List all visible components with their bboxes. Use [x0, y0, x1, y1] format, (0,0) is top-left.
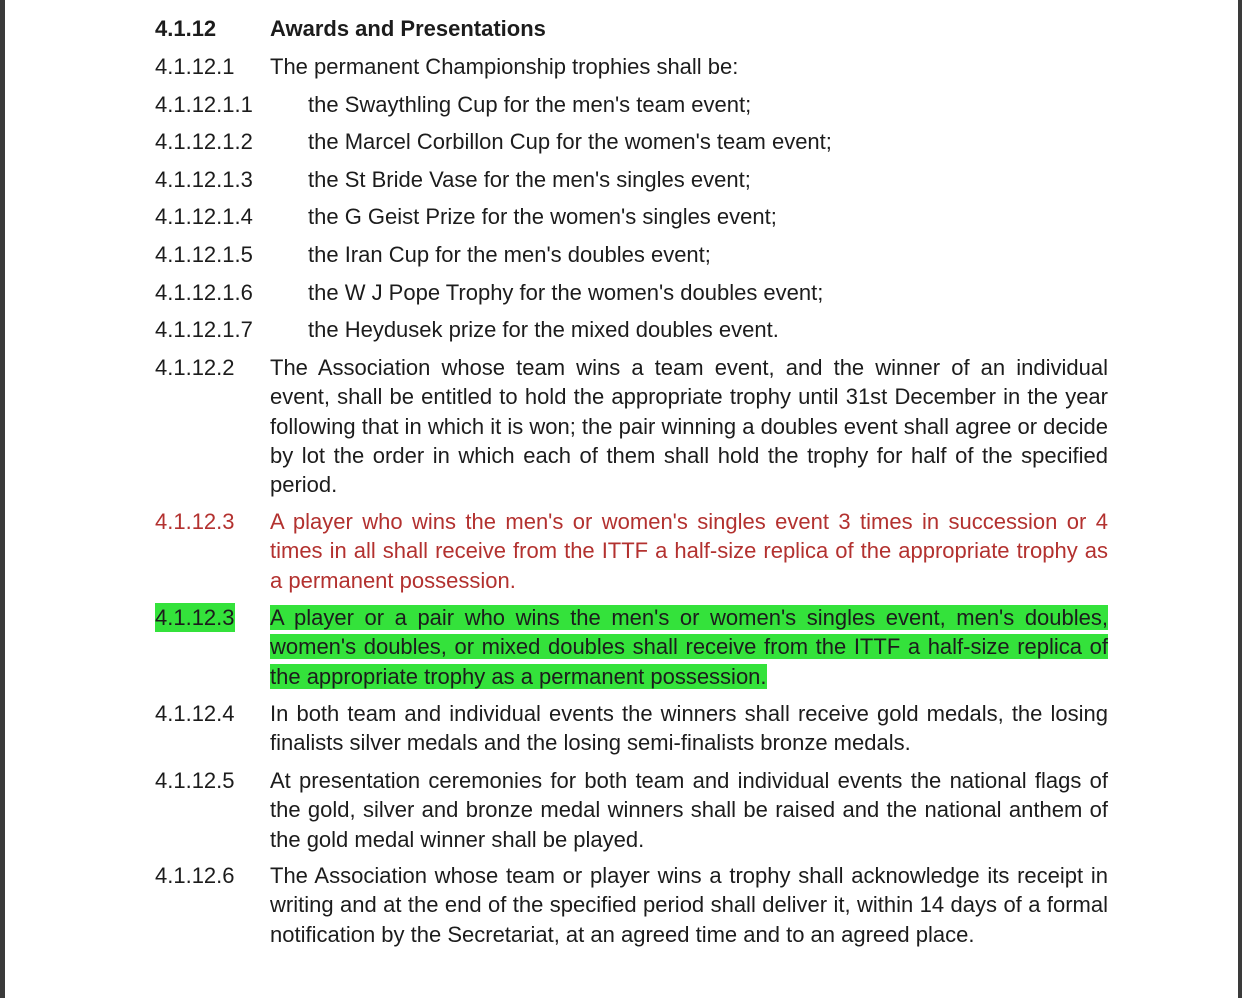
clause-text: In both team and individual events the winners shall receive gold medals, the losing finalists silver medals and the losing semi-finalists bronze medals.	[270, 701, 1108, 756]
clause-number: 4.1.12.4	[155, 701, 235, 726]
section-title: Awards and Presentations	[270, 16, 546, 41]
inserted-clause-text: A player or a pair who wins the men's or women's singles event, men's doubles, women's doubles, or mixed doubles shall receive from the ITTF a half-size replica of the appropriate trophy as a permanent possession.	[270, 605, 1108, 689]
trophy-text: the G Geist Prize for the women's singles event;	[308, 204, 777, 229]
clause-text: The permanent Championship trophies shall be:	[270, 54, 739, 79]
clause-number: 4.1.12.2	[155, 355, 235, 380]
trophy-text: the Iran Cup for the men's doubles event;	[308, 242, 711, 267]
inserted-clause-body	[270, 603, 1108, 691]
trophy-number: 4.1.12.1.1	[155, 92, 253, 117]
trophy-text: the Marcel Corbillon Cup for the women's team event;	[308, 129, 832, 154]
clause-number: 4.1.12.6	[155, 863, 235, 888]
trophy-text: the Swaythling Cup for the men's team event;	[308, 92, 752, 117]
section-number: 4.1.12	[155, 16, 217, 41]
trophy-number: 4.1.12.1.5	[155, 242, 253, 267]
trophy-number: 4.1.12.1.3	[155, 167, 253, 192]
clause-number: 4.1.12.5	[155, 768, 235, 793]
trophy-text: the St Bride Vase for the men's singles event;	[308, 167, 751, 192]
inserted-clause-number: 4.1.12.3	[155, 603, 235, 632]
clause-text: At presentation ceremonies for both team and individual events the national flags of the gold, silver and bronze medal winners shall be raised and the national anthem of the gold medal winner shall be played.	[270, 768, 1108, 852]
clause-text: The Association whose team or player wins a trophy shall acknowledge its receipt in writing and at the end of the specified period shall deliver it, within 14 days of a formal notification by the Secretariat, at an agreed time and to an agreed place.	[270, 863, 1108, 947]
deleted-clause-number: 4.1.12.3	[155, 509, 235, 534]
trophy-number: 4.1.12.1.2	[155, 129, 253, 154]
clause-text: The Association whose team wins a team event, and the winner of an individual event, shall be entitled to hold the appropriate trophy until 31st December in the year following that in which it is won; the pair winning a doubles event shall agree or decide by lot the order in which each of them shall hold the trophy for half of the specified period.	[270, 355, 1108, 498]
trophy-number: 4.1.12.1.6	[155, 280, 253, 305]
deleted-clause-text: A player who wins the men's or women's singles event 3 times in succession or 4 times in all shall receive from the ITTF a half-size replica of the appropriate trophy as a permanent possession.	[270, 509, 1108, 593]
trophy-number: 4.1.12.1.4	[155, 204, 253, 229]
trophy-text: the Heydusek prize for the mixed doubles event.	[308, 317, 779, 342]
trophy-text: the W J Pope Trophy for the women's doubles event;	[308, 280, 824, 305]
trophy-number: 4.1.12.1.7	[155, 317, 253, 342]
clause-number: 4.1.12.1	[155, 54, 235, 79]
